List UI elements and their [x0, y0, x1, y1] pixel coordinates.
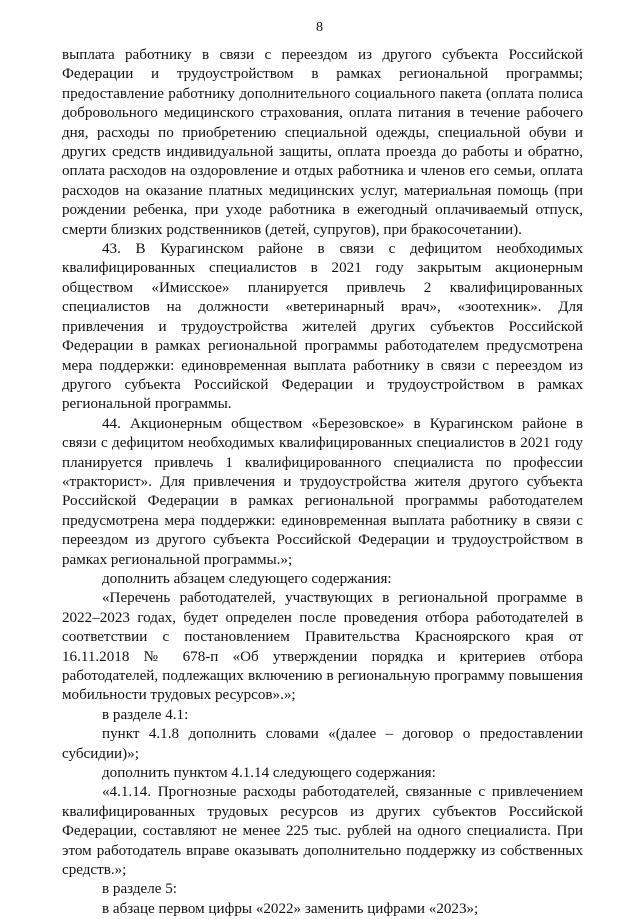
paragraph-add-abzac: дополнить абзацем следующего содержания:: [102, 570, 392, 587]
paragraph-support-measures-continued: выплата работнику в связи с переездом из другого субъекта Российской Федерации и трудоустройством в рамках региональной программы; предоставление работнику дополнительного социального пакета (оплата полиса добровольного медицинского страхования, оплата питания в течение рабочего дня, расходы по приобретению специальной одежды, специальной обуви и других средств индивидуальной защиты, оплата проезда до работы и обратно, оплата расходов на оздоровление и отдых работника и членов его семьи, оплата расходов на оказание платных медицинских услуг, материальная помощь (при рождении ребенка, при уходе работника в ежегодный оплачиваемый отпуск, смерти близких родственников (детей, супругов), при бракосочетании).: [62, 47, 583, 238]
document-body: [62, 46, 583, 919]
paragraph-item-44: 44. Акционерным обществом «Березовское» в Курагинском районе в связи с дефицитом необходимых квалифицированных специалистов в 2021 году планируется привлечь 1 квалифицированного специалиста по профессии «тракторист». Для привлечения и трудоустройства жителя другого субъекта Российской Федерации в рамках региональной программы работодателем предусмотрена мера поддержки: единовременная выплата работнику в связи с переездом из другого субъекта Российской Федерации и трудоустройством в рамках региональной программы.»;: [62, 415, 583, 568]
paragraph-section-5: в разделе 5:: [102, 881, 177, 898]
page-number: 8: [316, 20, 323, 35]
paragraph-point-4-1-8: пункт 4.1.8 дополнить словами «(далее – договор о предоставлении субсидии)»;: [62, 726, 583, 762]
paragraph-add-point-4-1-14: дополнить пунктом 4.1.14 следующего содержания:: [102, 765, 436, 782]
paragraph-point-4-1-14-text: «4.1.14. Прогнозные расходы работодателей, связанные с привлечением квалифицированных трудовых ресурсов из других субъектов Российской Федерации, составляют не менее 225 тыс. рублей на одного специалиста. При этом работодатель вправе оказывать дополнительно поддержку из собственных средств.»;: [62, 784, 583, 879]
paragraph-replace-years: в абзаце первом цифры «2022» заменить цифрами «2023»;: [102, 900, 479, 917]
paragraph-section-4-1: в разделе 4.1:: [102, 706, 189, 723]
paragraph-employers-list: «Перечень работодателей, участвующих в региональной программе в 2022–2023 годах, будет определен после проведения отбора работодателей в соответствии с постановлением Правительства Красноярского края от 16.11.2018 № 678-п «Об утверждении порядка и критериев отбора работодателей, подлежащих включению в региональную программу повышения мобильности трудовых ресурсов».»;: [62, 590, 583, 704]
paragraph-item-43: 43. В Курагинском районе в связи с дефицитом необходимых квалифицированных специалистов в 2021 году закрытым акционерным обществом «Имисское» планируется привлечь 2 квалифицированных специалистов на должности «ветеринарный врач», «зоотехник». Для привлечения и трудоустройства жителей других субъектов Российской Федерации в рамках региональной программы работодателем предусмотрена мера поддержки: единовременная выплата работнику в связи с переездом из другого субъекта Российской Федерации и трудоустройством в рамках региональной программы.: [62, 241, 583, 413]
